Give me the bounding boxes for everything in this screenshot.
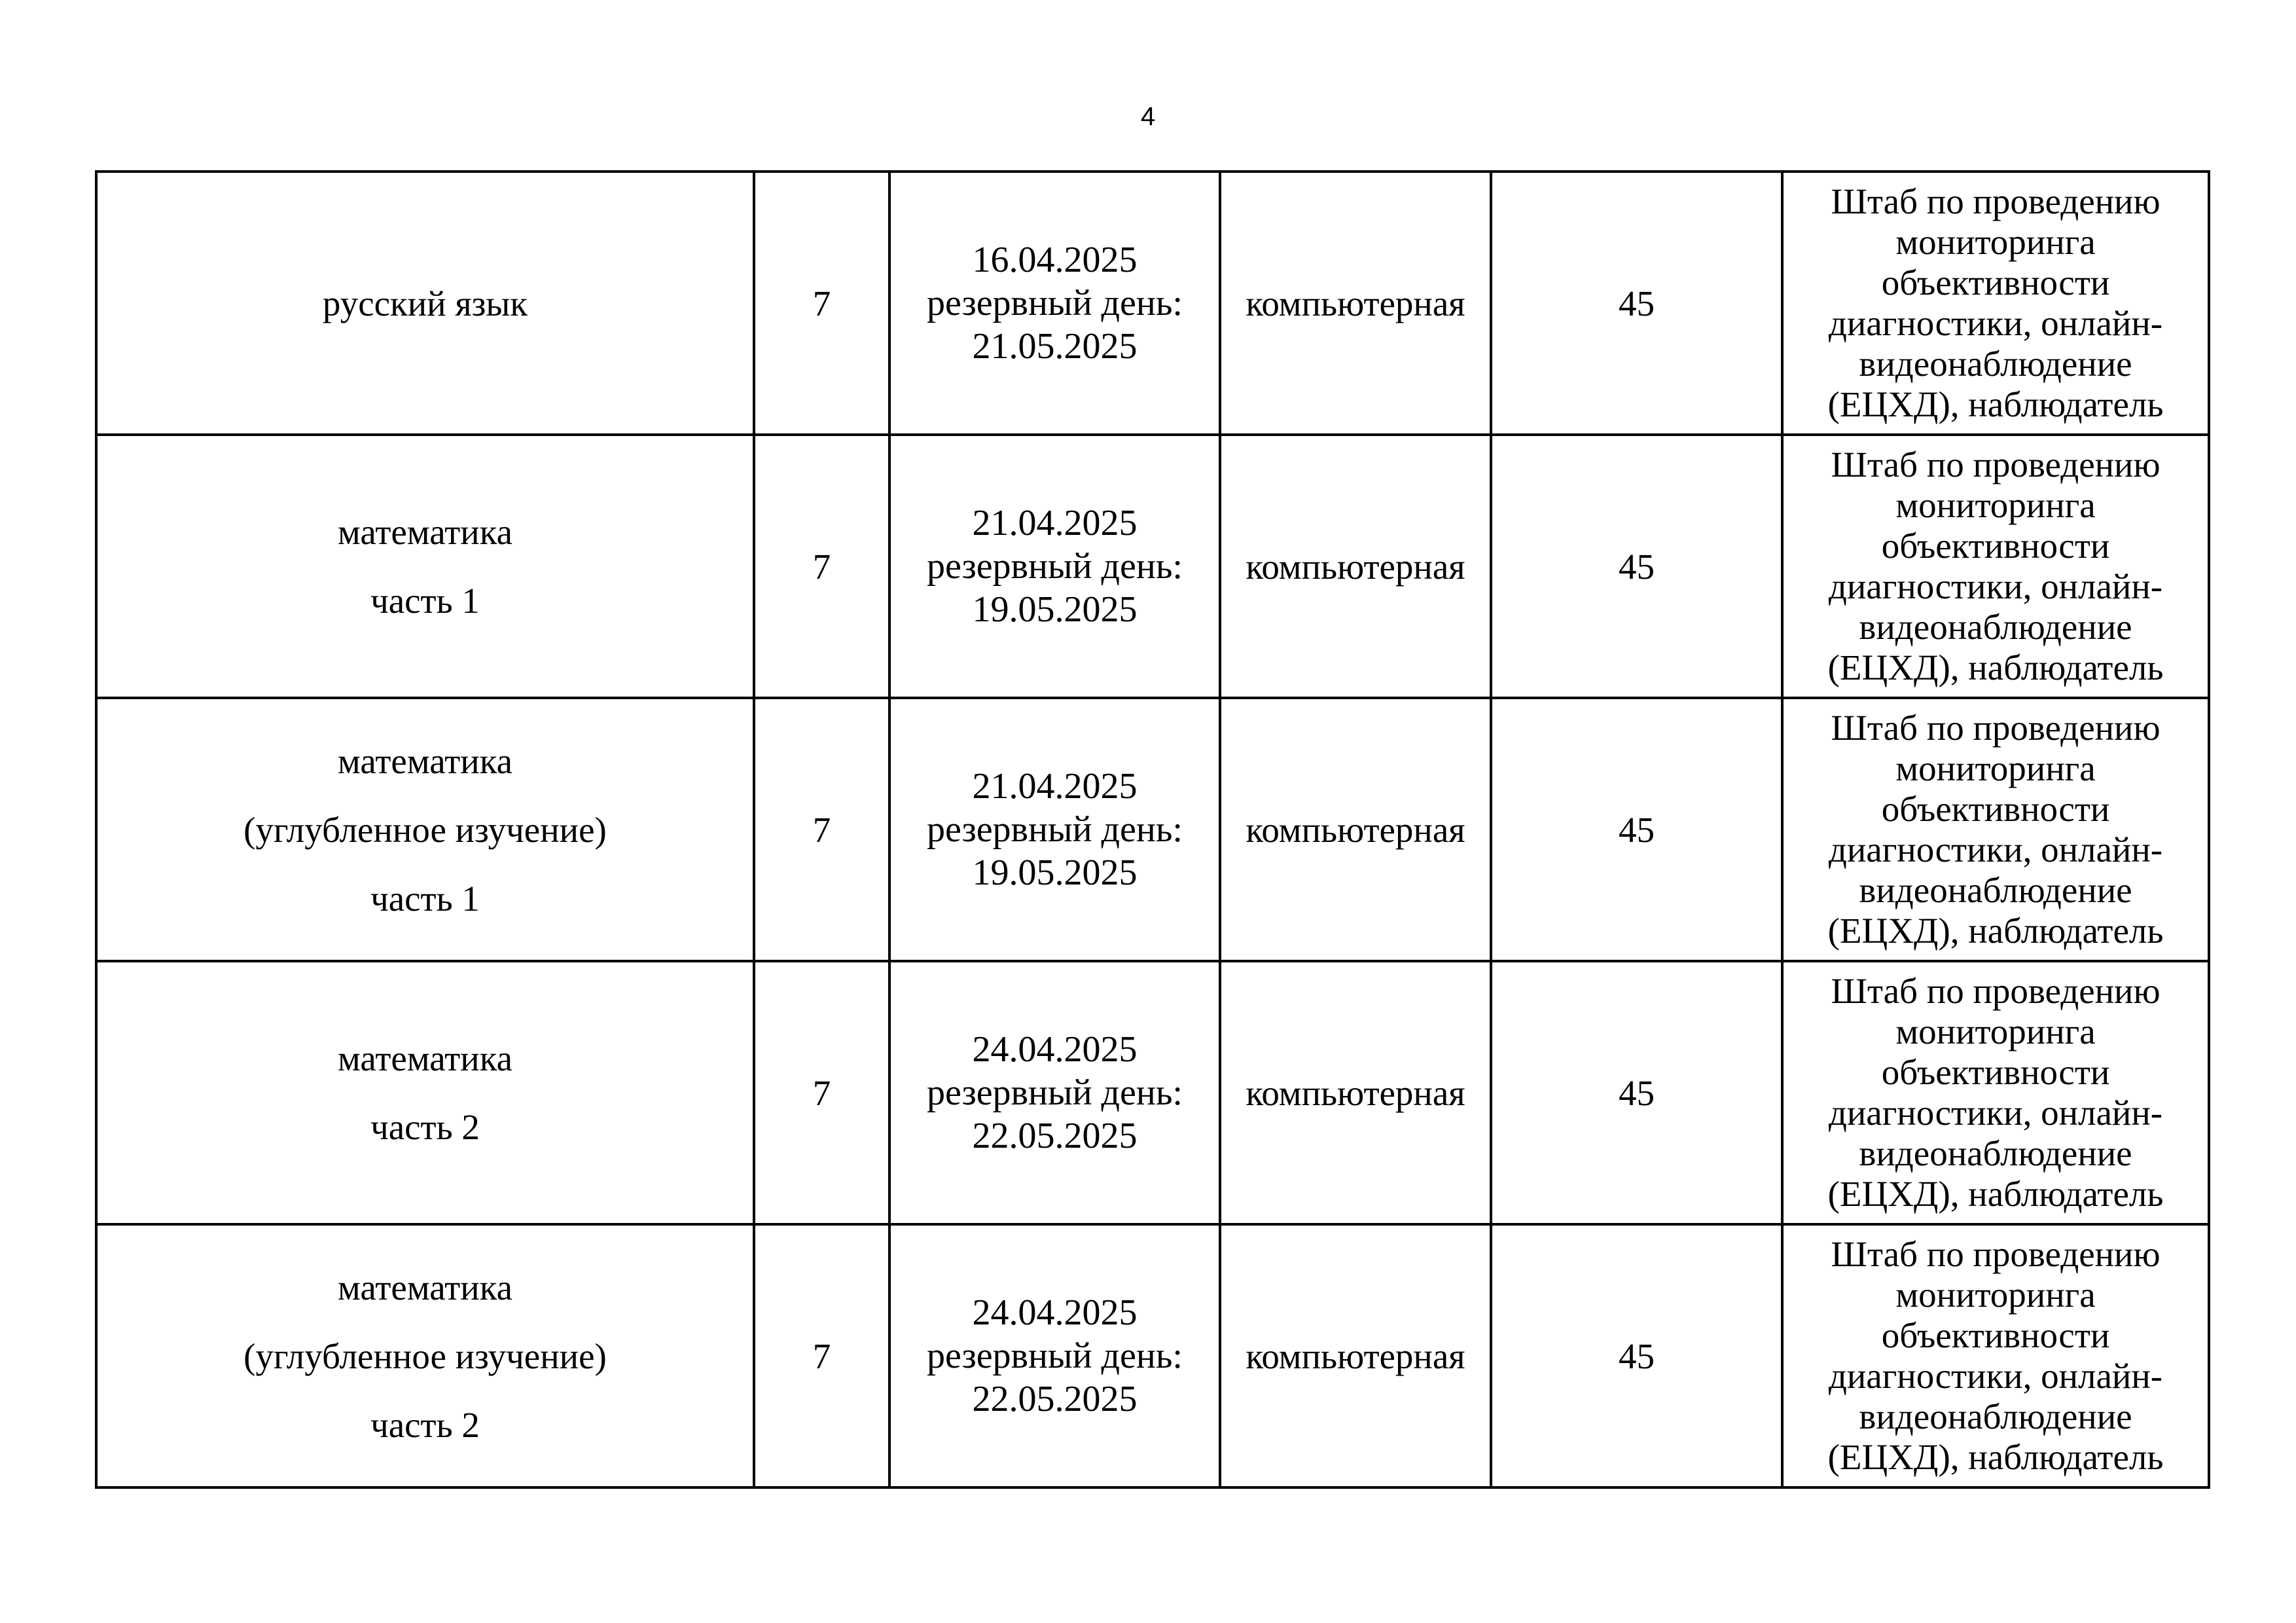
table-row	[96, 1224, 2209, 1487]
form-cell: компьютерная	[1220, 698, 1491, 961]
dates-cell	[889, 961, 1220, 1224]
reserve-date: 21.05.2025	[972, 326, 1138, 367]
subject-line: математика	[337, 1038, 513, 1078]
subject-cell	[96, 961, 754, 1224]
subject-line: математика	[337, 1267, 513, 1307]
date: 24.04.2025	[972, 1029, 1138, 1070]
date: 24.04.2025	[972, 1292, 1138, 1333]
grade-cell: 7	[754, 1224, 889, 1487]
reserve-date: 22.05.2025	[972, 1116, 1138, 1156]
schedule-table	[95, 170, 2210, 1489]
subject-line: часть 1	[370, 581, 480, 621]
form-cell: компьютерная	[1220, 172, 1491, 435]
grade-cell: 7	[754, 435, 889, 698]
duration-cell: 45	[1491, 172, 1782, 435]
subject-line: часть 2	[370, 1404, 480, 1445]
subject-cell	[96, 1224, 754, 1487]
reserve-label: резервный день:	[927, 1336, 1183, 1376]
subject-cell	[96, 698, 754, 961]
duration-cell: 45	[1491, 1224, 1782, 1487]
control-cell: Штаб по проведению мониторинга объективности диагностики, онлайн-видеонаблюдение (ЕЦХД), наблюдатель	[1782, 172, 2209, 435]
table-row	[96, 435, 2209, 698]
subject-line: часть 2	[370, 1107, 480, 1147]
subject-line: (углубленное изучение)	[243, 1336, 607, 1376]
subject-line: часть 1	[370, 878, 480, 919]
table-row	[96, 172, 2209, 435]
subject-line: (углубленное изучение)	[243, 809, 607, 850]
reserve-label: резервный день:	[927, 1072, 1183, 1113]
schedule-table-body	[96, 172, 2209, 1487]
duration-cell: 45	[1491, 961, 1782, 1224]
subject-line: математика	[337, 512, 513, 552]
reserve-label: резервный день:	[927, 809, 1183, 850]
table-row	[96, 961, 2209, 1224]
form-cell: компьютерная	[1220, 961, 1491, 1224]
date: 21.04.2025	[972, 766, 1138, 807]
table-row	[96, 698, 2209, 961]
control-cell: Штаб по проведению мониторинга объективности диагностики, онлайн-видеонаблюдение (ЕЦХД), наблюдатель	[1782, 435, 2209, 698]
subject-cell	[96, 435, 754, 698]
subject-cell	[96, 172, 754, 435]
reserve-label: резервный день:	[927, 546, 1183, 587]
duration-cell: 45	[1491, 698, 1782, 961]
grade-cell: 7	[754, 698, 889, 961]
grade-cell: 7	[754, 961, 889, 1224]
reserve-date: 19.05.2025	[972, 852, 1138, 893]
control-cell: Штаб по проведению мониторинга объективности диагностики, онлайн-видеонаблюдение (ЕЦХД), наблюдатель	[1782, 961, 2209, 1224]
reserve-date: 19.05.2025	[972, 589, 1138, 630]
date: 21.04.2025	[972, 503, 1138, 543]
page-number: 4	[1140, 102, 1156, 131]
reserve-label: резервный день:	[927, 283, 1183, 323]
dates-cell	[889, 172, 1220, 435]
reserve-date: 22.05.2025	[972, 1379, 1138, 1419]
dates-cell	[889, 1224, 1220, 1487]
control-cell: Штаб по проведению мониторинга объективности диагностики, онлайн-видеонаблюдение (ЕЦХД), наблюдатель	[1782, 698, 2209, 961]
control-cell: Штаб по проведению мониторинга объективности диагностики, онлайн-видеонаблюдение (ЕЦХД), наблюдатель	[1782, 1224, 2209, 1487]
duration-cell: 45	[1491, 435, 1782, 698]
subject-line: математика	[337, 740, 513, 781]
form-cell: компьютерная	[1220, 435, 1491, 698]
form-cell: компьютерная	[1220, 1224, 1491, 1487]
subject-line: русский язык	[322, 283, 528, 323]
date: 16.04.2025	[972, 240, 1138, 280]
grade-cell: 7	[754, 172, 889, 435]
dates-cell	[889, 698, 1220, 961]
dates-cell	[889, 435, 1220, 698]
